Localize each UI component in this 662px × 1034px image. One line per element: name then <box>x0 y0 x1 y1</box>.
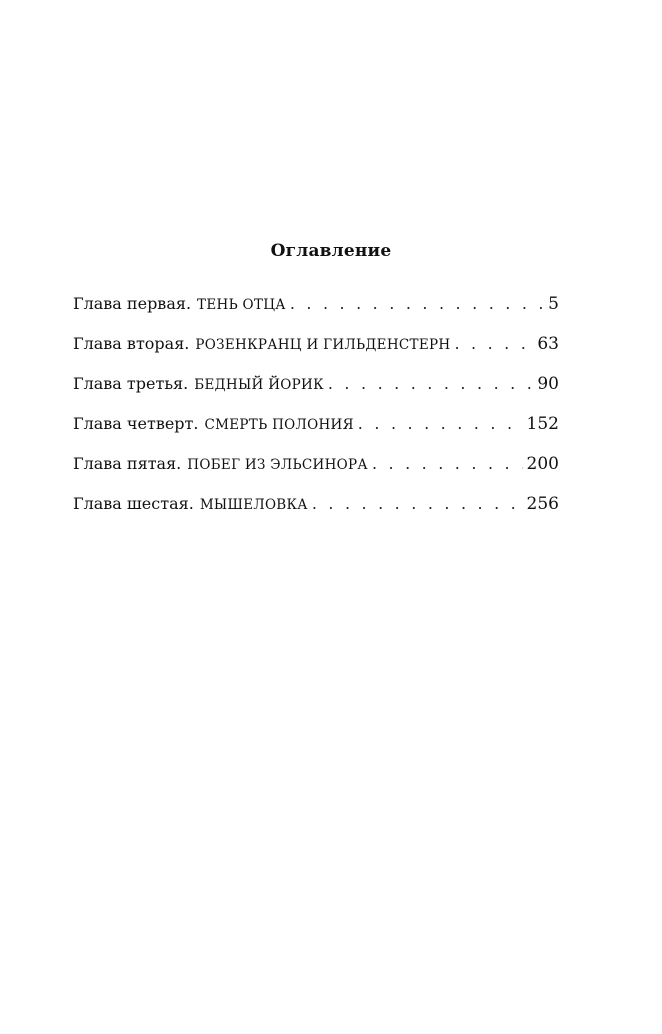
table-of-contents <box>73 291 559 531</box>
toc-entry-title: РОЗЕНКРАНЦ И ГИЛЬДЕНСТЕРН <box>195 337 451 353</box>
toc-entry-5[interactable] <box>73 451 559 491</box>
dot-leader <box>454 331 533 357</box>
toc-entry-label: Глава шестая. <box>73 494 194 513</box>
toc-title: Оглавление <box>270 241 392 261</box>
toc-entry-label: Глава первая. <box>73 294 192 313</box>
toc-entry-page: 5 <box>548 294 559 314</box>
toc-entry-3[interactable] <box>73 371 559 411</box>
toc-entry-page: 200 <box>526 454 559 474</box>
toc-entry-6[interactable] <box>73 491 559 531</box>
dot-leader <box>372 451 523 477</box>
toc-entry-title: ТЕНЬ ОТЦА <box>197 297 286 313</box>
toc-entry-label: Глава третья. <box>73 374 189 393</box>
toc-entry-4[interactable] <box>73 411 559 451</box>
toc-entry-title: МЫШЕЛОВКА <box>199 497 308 513</box>
toc-entry-label: Глава пятая. <box>73 454 182 473</box>
toc-entry-title: СМЕРТЬ ПОЛОНИЯ <box>204 417 354 433</box>
toc-entry-label: Глава вторая. <box>73 334 190 353</box>
dot-leader <box>328 371 534 397</box>
dot-leader <box>312 491 523 517</box>
toc-entry-label: Глава четверт. <box>73 414 199 433</box>
toc-entry-1[interactable] <box>73 291 559 331</box>
toc-entry-title: ПОБЕГ ИЗ ЭЛЬСИНОРА <box>187 457 368 473</box>
toc-entry-page: 256 <box>526 494 559 514</box>
toc-entry-title: БЕДНЫЙ ЙОРИК <box>194 377 324 393</box>
toc-entry-page: 90 <box>537 374 559 394</box>
dot-leader <box>358 411 523 437</box>
toc-entry-page: 63 <box>537 334 559 354</box>
toc-entry-page: 152 <box>526 414 559 434</box>
dot-leader <box>290 291 544 317</box>
toc-entry-2[interactable] <box>73 331 559 371</box>
